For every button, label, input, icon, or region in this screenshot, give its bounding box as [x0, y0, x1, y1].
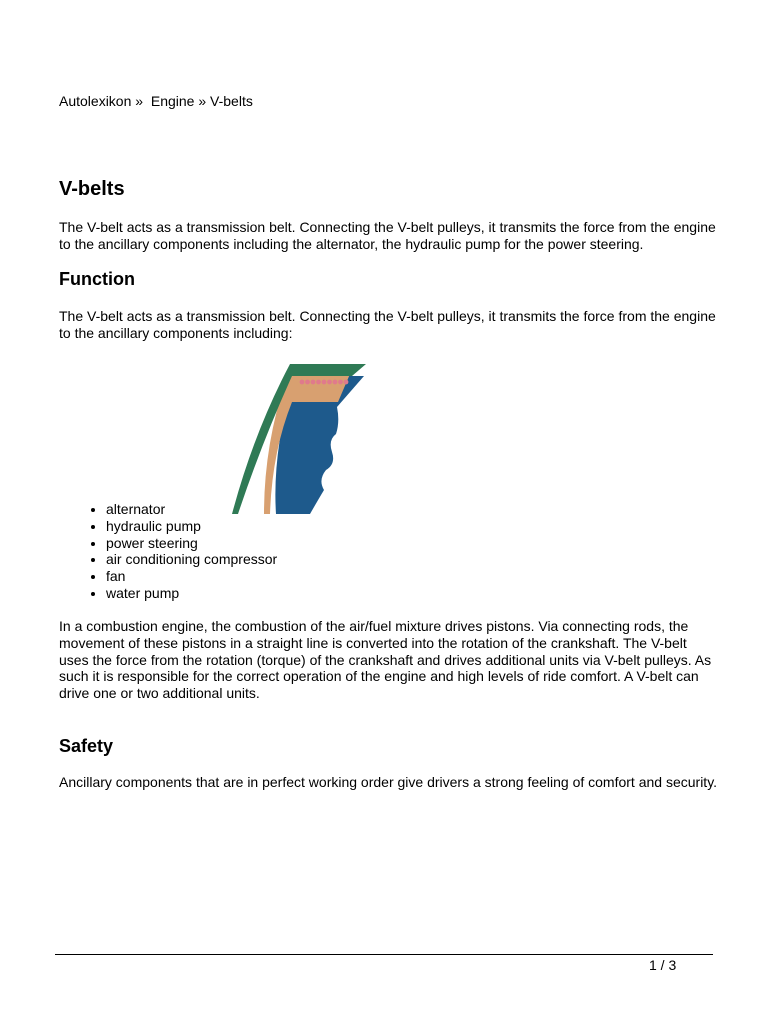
- tension-cord: [311, 380, 316, 385]
- list-item: • air conditioning compressor: [106, 551, 277, 568]
- ancillary-components-list: [88, 501, 277, 602]
- tension-cord: [300, 380, 305, 385]
- page-title: V-belts: [59, 178, 125, 200]
- list-item: • power steering: [106, 535, 277, 552]
- list-item: • hydraulic pump: [106, 518, 277, 535]
- tension-cord: [333, 380, 338, 385]
- function-heading: Function: [59, 269, 135, 289]
- tension-cord: [316, 380, 321, 385]
- safety-heading: Safety: [59, 736, 114, 756]
- tension-cord: [305, 380, 310, 385]
- intro-paragraph: The V-belt acts as a transmission belt. Connecting the V-belt pulleys, it transmits the force from the engine to the ancillary components including the alternator, the hydraulic pump for the power steering.: [59, 219, 716, 252]
- page-number: 1 / 3: [649, 957, 677, 973]
- breadcrumb: [59, 93, 253, 109]
- combustion-paragraph: In a combustion engine, the combustion of the air/fuel mixture drives pistons. Via connecting rods, the movement of these pistons in a straight line is converted into the rotation of the crankshaft. The V-belt uses the force from the rotation (torque) of the crankshaft and drives additional units via V-belt pulleys. As such it is responsible for the correct operation of the engine and high levels of ride comfort. A V-belt can drive one or two additional units.: [59, 618, 712, 702]
- v-belt-illustration: [232, 362, 366, 514]
- breadcrumb-item-autolexikon[interactable]: Autolexikon: [59, 93, 132, 109]
- function-paragraph: The V-belt acts as a transmission belt. Connecting the V-belt pulleys, it transmits the force from the engine to the ancillary components including:: [59, 308, 716, 341]
- safety-paragraph: Ancillary components that are in perfect working order give drivers a strong feeling of comfort and security.: [59, 774, 718, 790]
- breadcrumb-item-v-belts: V-belts: [210, 93, 253, 109]
- footer-divider: [55, 954, 713, 955]
- tension-cord: [322, 380, 327, 385]
- breadcrumb-item-engine[interactable]: Engine: [150, 93, 195, 109]
- list-item: • fan: [106, 568, 277, 585]
- breadcrumb-separator: »: [198, 93, 207, 109]
- list-item: • water pump: [106, 585, 277, 602]
- belt-tension-cords: [300, 380, 349, 385]
- list-item: • alternator: [106, 501, 277, 518]
- tension-cord: [344, 380, 349, 385]
- tension-cord: [327, 380, 332, 385]
- tension-cord: [338, 380, 343, 385]
- breadcrumb-separator: »: [135, 93, 144, 109]
